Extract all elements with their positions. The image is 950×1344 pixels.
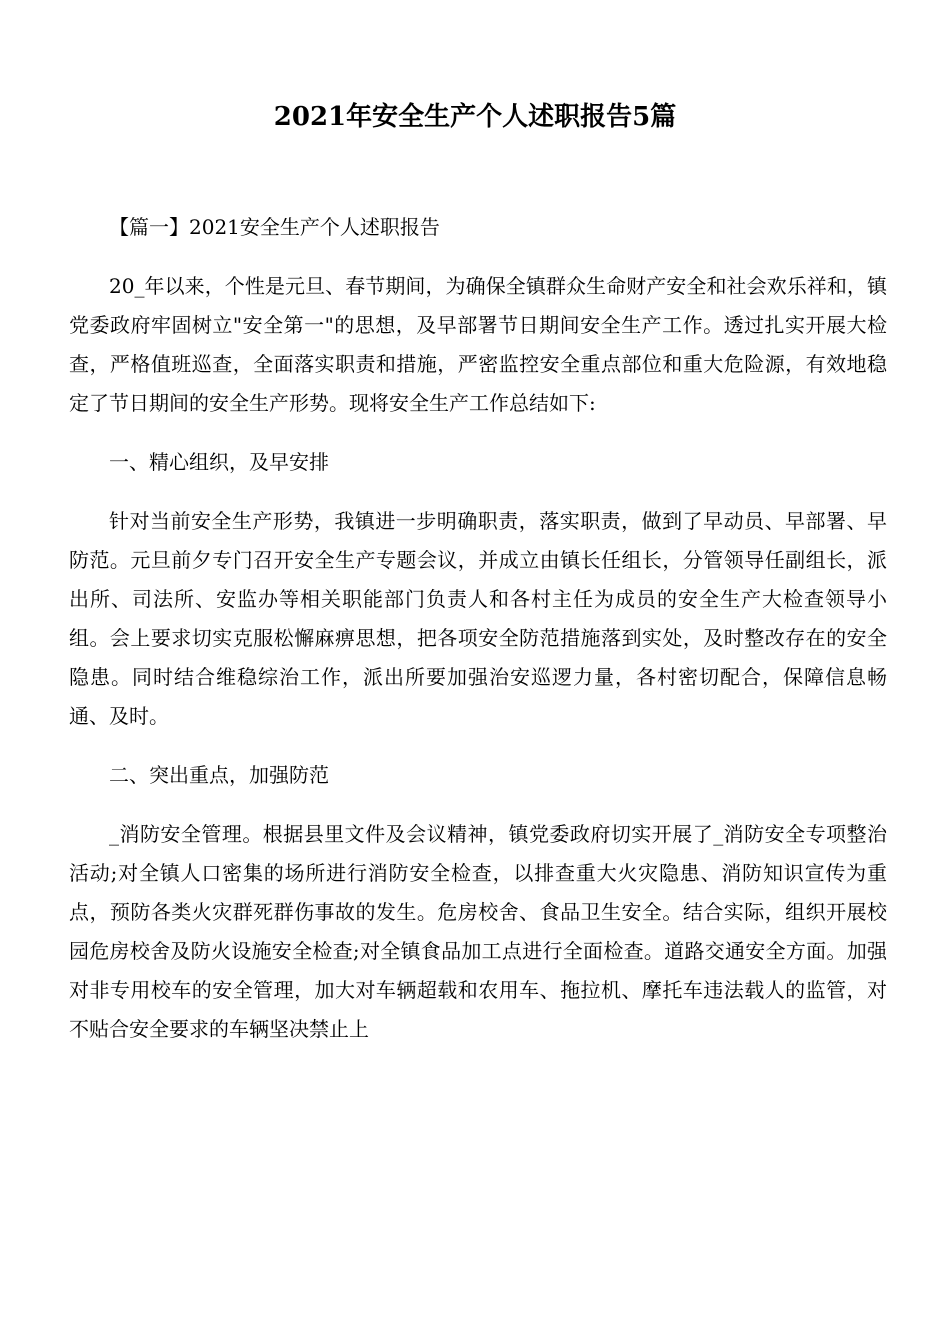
- paragraph-intro: 20_年以来，个性是元旦、春节期间，为确保全镇群众生命财产安全和社会欢乐祥和，镇党委政府牢固树立"安全第一"的思想，及早部署节日期间安全生产工作。透过扎实开展大检查，严格值班巡查，全面落实职责和措施，严密监控安全重点部位和重大危险源，有效地稳定了节日期间的安全生产形势。现将安全生产工作总结如下:: [69, 274, 887, 415]
- paragraph-organization: 针对当前安全生产形势，我镇进一步明确职责，落实职责，做到了早动员、早部署、早防范。元旦前夕专门召开安全生产专题会议，并成立由镇长任组长，分管领导任副组长，派出所、司法所、安监办等相关职能部门负责人和各村主任为成员的安全生产大检查领导小组。会上要求切实克服松懈麻痹思想，把各项安全防范措施落到实处，及时整改存在的安全隐患。同时结合维稳综治工作，派出所要加强治安巡逻力量，各村密切配合，保障信息畅通、及时。: [69, 509, 887, 728]
- section-heading-2: 二、突出重点，加强防范: [109, 763, 329, 787]
- paragraph-fire-safety: _消防安全管理。根据县里文件及会议精神，镇党委政府切实开展了_消防安全专项整治活动;对全镇人口密集的场所进行消防安全检查，以排查重大火灾隐患、消防知识宣传为重点，预防各类火灾群死群伤事故的发生。危房校舍、食品卫生安全。结合实际，组织开展校园危房校舍及防火设施安全检查;对全镇食品加工点进行全面检查。道路交通安全方面。加强对非专用校车的安全管理，加大对车辆超载和农用车、拖拉机、摩托车违法载人的监管，对不贴合安全要求的车辆坚决禁止上: [69, 822, 887, 1041]
- section-heading-part-one: 【篇一】2021安全生产个人述职报告: [109, 215, 440, 239]
- section-heading-1: 一、精心组织，及早安排: [109, 450, 329, 474]
- document-title: 2021年安全生产个人述职报告5篇: [273, 102, 677, 132]
- document-body: [69, 208, 887, 1069]
